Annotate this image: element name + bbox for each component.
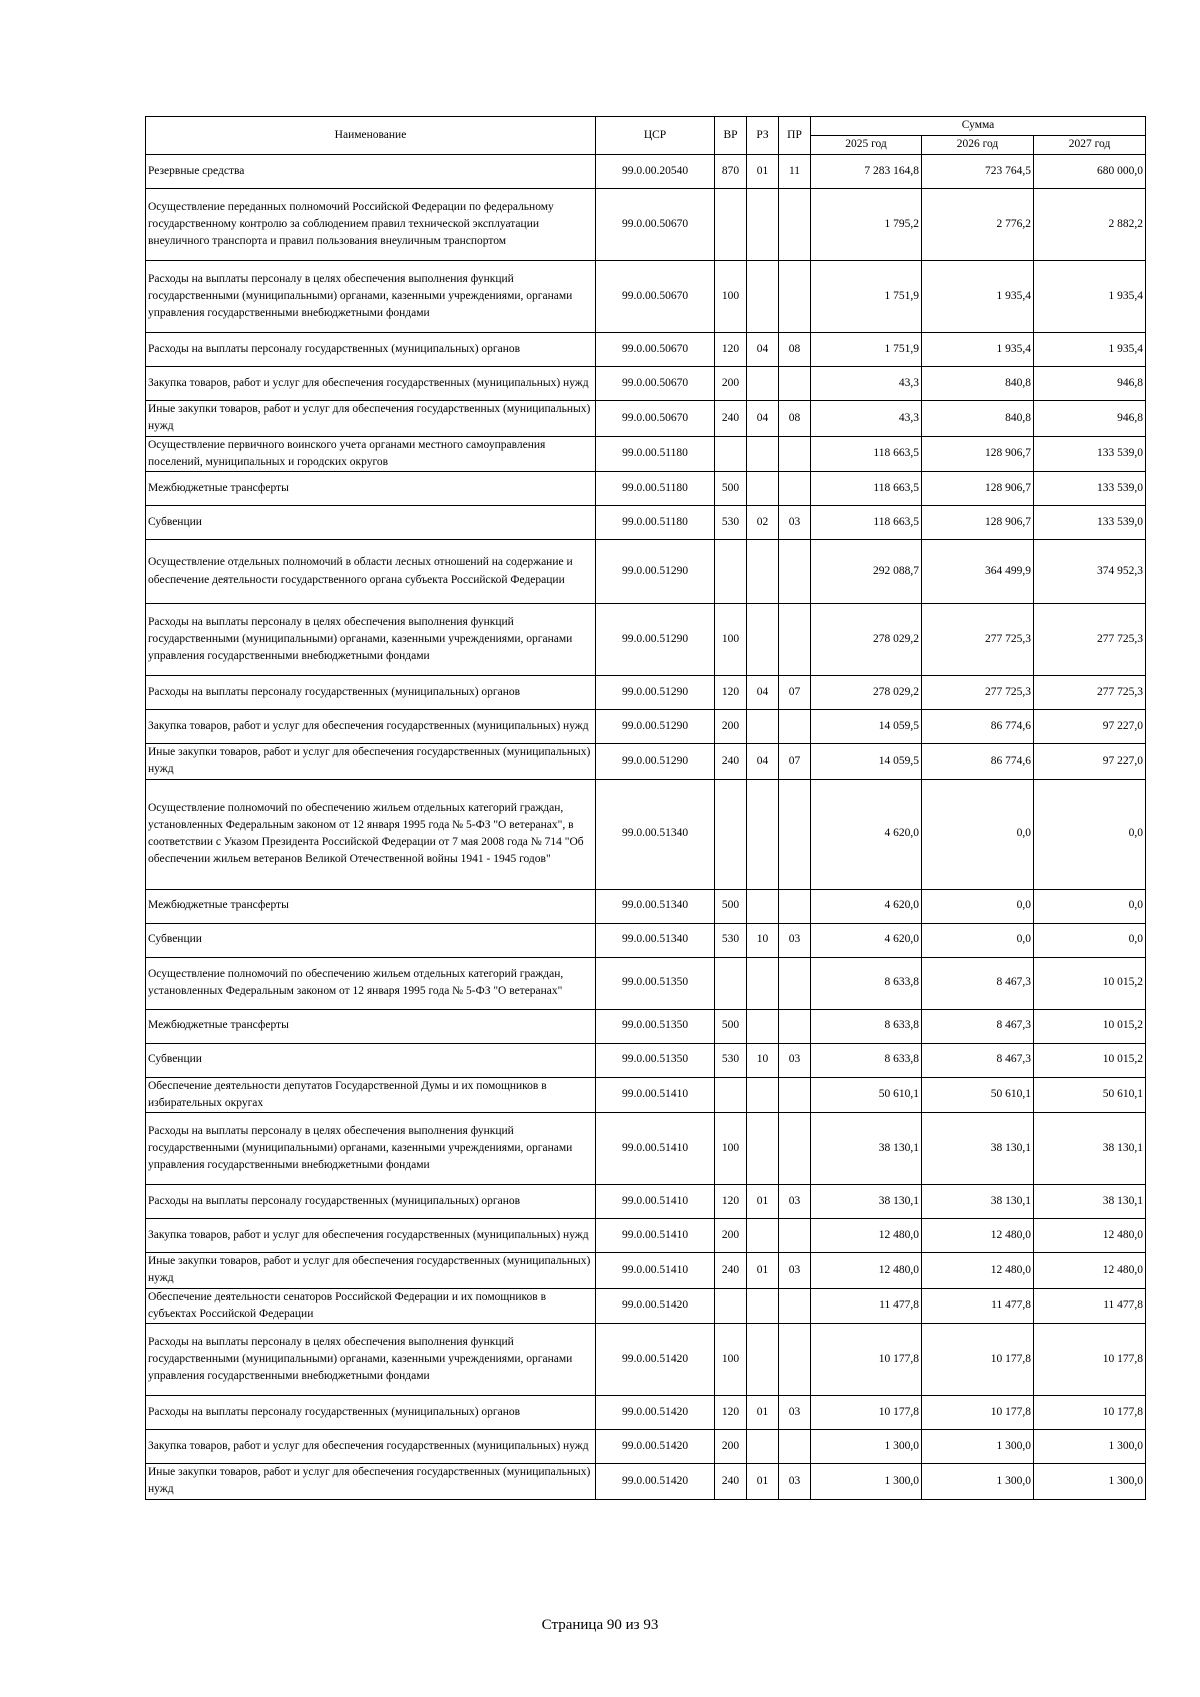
- row-rz: [747, 367, 779, 401]
- row-csr: 99.0.00.51420: [596, 1324, 715, 1396]
- row-amount-2027: 133 539,0: [1034, 506, 1146, 540]
- row-amount-2026: 364 499,9: [922, 540, 1034, 604]
- row-amount-2025: 43,3: [811, 367, 922, 401]
- table-row: [146, 436, 1146, 472]
- header-name: Наименование: [146, 117, 596, 155]
- row-name: Расходы на выплаты персоналу в целях обеспечения выполнения функций государственными (муниципальными) органами, казенными учреждениями, органами управления государственными внебюджетными фондами: [146, 604, 596, 676]
- row-vr: [715, 1077, 747, 1113]
- row-amount-2027: 10 177,8: [1034, 1396, 1146, 1430]
- header-rz: РЗ: [747, 117, 779, 155]
- row-vr: 240: [715, 1253, 747, 1289]
- row-rz: [747, 540, 779, 604]
- row-rz: [747, 1009, 779, 1043]
- row-amount-2026: 840,8: [922, 401, 1034, 437]
- row-pr: 03: [779, 1464, 811, 1500]
- table-row: [146, 676, 1146, 710]
- row-pr: 11: [779, 155, 811, 189]
- row-name: Иные закупки товаров, работ и услуг для обеспечения государственных (муниципальных) нужд: [146, 401, 596, 437]
- row-pr: 03: [779, 1396, 811, 1430]
- row-amount-2026: 8 467,3: [922, 957, 1034, 1009]
- row-name: Иные закупки товаров, работ и услуг для обеспечения государственных (муниципальных) нужд: [146, 744, 596, 780]
- table-row: [146, 1113, 1146, 1185]
- row-amount-2026: 840,8: [922, 367, 1034, 401]
- row-amount-2026: 277 725,3: [922, 604, 1034, 676]
- row-amount-2025: 4 620,0: [811, 779, 922, 889]
- row-vr: 120: [715, 1185, 747, 1219]
- row-name: Осуществление полномочий по обеспечению жильем отдельных категорий граждан, установленных Федеральным законом от 12 января 1995 года № 5-ФЗ "О ветеранах": [146, 957, 596, 1009]
- row-pr: 03: [779, 1043, 811, 1077]
- row-amount-2025: 1 751,9: [811, 333, 922, 367]
- row-amount-2027: 277 725,3: [1034, 676, 1146, 710]
- row-amount-2027: 277 725,3: [1034, 604, 1146, 676]
- row-vr: [715, 436, 747, 472]
- row-rz: 02: [747, 506, 779, 540]
- row-vr: 240: [715, 401, 747, 437]
- row-name: Резервные средства: [146, 155, 596, 189]
- table-row: [146, 1219, 1146, 1253]
- row-amount-2025: 8 633,8: [811, 957, 922, 1009]
- row-pr: [779, 779, 811, 889]
- row-amount-2027: 2 882,2: [1034, 189, 1146, 261]
- row-name: Межбюджетные трансферты: [146, 1009, 596, 1043]
- table-row: [146, 506, 1146, 540]
- row-amount-2026: 0,0: [922, 923, 1034, 957]
- row-rz: [747, 957, 779, 1009]
- row-pr: 07: [779, 676, 811, 710]
- row-amount-2027: 680 000,0: [1034, 155, 1146, 189]
- row-pr: [779, 1430, 811, 1464]
- row-amount-2026: 86 774,6: [922, 744, 1034, 780]
- row-pr: [779, 1077, 811, 1113]
- row-amount-2027: 38 130,1: [1034, 1113, 1146, 1185]
- row-vr: 500: [715, 1009, 747, 1043]
- table-row: [146, 1430, 1146, 1464]
- row-pr: [779, 604, 811, 676]
- row-vr: 500: [715, 472, 747, 506]
- row-rz: [747, 1219, 779, 1253]
- row-amount-2025: 14 059,5: [811, 744, 922, 780]
- row-amount-2027: 97 227,0: [1034, 710, 1146, 744]
- row-pr: [779, 1113, 811, 1185]
- row-amount-2026: 10 177,8: [922, 1396, 1034, 1430]
- row-amount-2025: 1 300,0: [811, 1430, 922, 1464]
- row-amount-2025: 8 633,8: [811, 1009, 922, 1043]
- row-rz: 01: [747, 1253, 779, 1289]
- row-vr: [715, 189, 747, 261]
- row-amount-2026: 2 776,2: [922, 189, 1034, 261]
- row-rz: [747, 1077, 779, 1113]
- row-vr: 500: [715, 889, 747, 923]
- row-csr: 99.0.00.51410: [596, 1219, 715, 1253]
- row-amount-2027: 38 130,1: [1034, 1185, 1146, 1219]
- row-amount-2026: 0,0: [922, 779, 1034, 889]
- row-vr: 240: [715, 1464, 747, 1500]
- row-rz: [747, 604, 779, 676]
- table-row: [146, 155, 1146, 189]
- row-amount-2026: 11 477,8: [922, 1288, 1034, 1324]
- row-amount-2025: 14 059,5: [811, 710, 922, 744]
- row-vr: 100: [715, 1324, 747, 1396]
- row-amount-2025: 1 795,2: [811, 189, 922, 261]
- table-row: [146, 889, 1146, 923]
- table-row: [146, 957, 1146, 1009]
- row-pr: [779, 472, 811, 506]
- row-amount-2027: 11 477,8: [1034, 1288, 1146, 1324]
- row-pr: [779, 1288, 811, 1324]
- table-row: [146, 540, 1146, 604]
- row-name: Субвенции: [146, 1043, 596, 1077]
- row-vr: 120: [715, 333, 747, 367]
- table-row: [146, 1324, 1146, 1396]
- row-rz: [747, 779, 779, 889]
- row-csr: 99.0.00.51290: [596, 604, 715, 676]
- row-name: Осуществление первичного воинского учета органами местного самоуправления поселений, муниципальных и городских округов: [146, 436, 596, 472]
- row-amount-2027: 97 227,0: [1034, 744, 1146, 780]
- table-row: [146, 1464, 1146, 1500]
- row-amount-2026: 128 906,7: [922, 472, 1034, 506]
- row-pr: [779, 189, 811, 261]
- row-rz: [747, 261, 779, 333]
- row-amount-2027: 946,8: [1034, 401, 1146, 437]
- row-csr: 99.0.00.51420: [596, 1464, 715, 1500]
- row-csr: 99.0.00.51420: [596, 1396, 715, 1430]
- row-amount-2026: 50 610,1: [922, 1077, 1034, 1113]
- table-row: [146, 189, 1146, 261]
- row-pr: [779, 710, 811, 744]
- row-amount-2026: 1 300,0: [922, 1430, 1034, 1464]
- row-amount-2025: 278 029,2: [811, 676, 922, 710]
- row-name: Межбюджетные трансферты: [146, 472, 596, 506]
- table-row: [146, 333, 1146, 367]
- row-rz: 01: [747, 1464, 779, 1500]
- row-rz: 04: [747, 676, 779, 710]
- row-amount-2027: 1 935,4: [1034, 333, 1146, 367]
- row-amount-2027: 946,8: [1034, 367, 1146, 401]
- row-csr: 99.0.00.51410: [596, 1077, 715, 1113]
- row-csr: 99.0.00.51410: [596, 1185, 715, 1219]
- row-amount-2025: 7 283 164,8: [811, 155, 922, 189]
- row-rz: 04: [747, 401, 779, 437]
- budget-table: [145, 116, 1146, 1500]
- row-amount-2025: 38 130,1: [811, 1113, 922, 1185]
- row-csr: 99.0.00.50670: [596, 261, 715, 333]
- row-pr: 03: [779, 506, 811, 540]
- table-row: [146, 1253, 1146, 1289]
- table-row: [146, 710, 1146, 744]
- row-vr: 530: [715, 1043, 747, 1077]
- row-vr: 530: [715, 923, 747, 957]
- row-pr: [779, 1324, 811, 1396]
- row-vr: 200: [715, 1430, 747, 1464]
- row-pr: [779, 1219, 811, 1253]
- row-amount-2027: 1 300,0: [1034, 1430, 1146, 1464]
- row-amount-2025: 4 620,0: [811, 923, 922, 957]
- row-vr: 200: [715, 710, 747, 744]
- row-name: Иные закупки товаров, работ и услуг для обеспечения государственных (муниципальных) нужд: [146, 1464, 596, 1500]
- row-rz: 10: [747, 1043, 779, 1077]
- row-name: Осуществление переданных полномочий Российской Федерации по федеральному государственному контролю за соблюдением правил технической эксплуатации внеуличного транспорта и правил пользования внеуличным транспортом: [146, 189, 596, 261]
- page-number: Страница 90 из 93: [541, 1617, 659, 1633]
- row-pr: [779, 957, 811, 1009]
- row-name: Закупка товаров, работ и услуг для обеспечения государственных (муниципальных) нужд: [146, 367, 596, 401]
- row-amount-2027: 1 935,4: [1034, 261, 1146, 333]
- table-row: [146, 1077, 1146, 1113]
- row-rz: [747, 1430, 779, 1464]
- row-amount-2027: 10 015,2: [1034, 1043, 1146, 1077]
- row-name: Субвенции: [146, 506, 596, 540]
- table-row: [146, 779, 1146, 889]
- row-rz: [747, 710, 779, 744]
- row-amount-2025: 1 300,0: [811, 1464, 922, 1500]
- table-row: [146, 261, 1146, 333]
- row-amount-2026: 8 467,3: [922, 1043, 1034, 1077]
- row-amount-2026: 128 906,7: [922, 506, 1034, 540]
- row-amount-2027: 10 015,2: [1034, 957, 1146, 1009]
- row-rz: 04: [747, 333, 779, 367]
- row-vr: 240: [715, 744, 747, 780]
- row-csr: 99.0.00.50670: [596, 189, 715, 261]
- row-amount-2027: 133 539,0: [1034, 436, 1146, 472]
- row-name: Субвенции: [146, 923, 596, 957]
- row-name: Расходы на выплаты персоналу государственных (муниципальных) органов: [146, 333, 596, 367]
- row-amount-2027: 50 610,1: [1034, 1077, 1146, 1113]
- row-rz: [747, 189, 779, 261]
- row-csr: 99.0.00.51340: [596, 779, 715, 889]
- row-name: Межбюджетные трансферты: [146, 889, 596, 923]
- row-name: Осуществление полномочий по обеспечению жильем отдельных категорий граждан, установленных Федеральным законом от 12 января 1995 года № 5-ФЗ "О ветеранах", в соответствии с Указом Президента Российской Федерации от 7 мая 2008 года № 714 "Об обеспечении жильем ветеранов Великой Отечественной войны 1941 - 1945 годов": [146, 779, 596, 889]
- table-row: [146, 1396, 1146, 1430]
- row-amount-2026: 12 480,0: [922, 1219, 1034, 1253]
- row-amount-2025: 38 130,1: [811, 1185, 922, 1219]
- row-amount-2025: 10 177,8: [811, 1396, 922, 1430]
- row-csr: 99.0.00.51180: [596, 506, 715, 540]
- row-pr: 03: [779, 923, 811, 957]
- row-rz: [747, 1288, 779, 1324]
- row-pr: [779, 540, 811, 604]
- row-rz: 10: [747, 923, 779, 957]
- row-csr: 99.0.00.51350: [596, 957, 715, 1009]
- row-csr: 99.0.00.51340: [596, 923, 715, 957]
- row-amount-2027: 374 952,3: [1034, 540, 1146, 604]
- table-row: [146, 744, 1146, 780]
- row-vr: 100: [715, 261, 747, 333]
- row-vr: 120: [715, 1396, 747, 1430]
- row-csr: 99.0.00.51350: [596, 1043, 715, 1077]
- row-rz: 01: [747, 1396, 779, 1430]
- row-amount-2025: 50 610,1: [811, 1077, 922, 1113]
- header-year-2026: 2026 год: [922, 136, 1034, 155]
- row-amount-2025: 10 177,8: [811, 1324, 922, 1396]
- header-sum: Сумма: [811, 117, 1146, 136]
- row-amount-2025: 11 477,8: [811, 1288, 922, 1324]
- row-rz: [747, 889, 779, 923]
- header-pr: ПР: [779, 117, 811, 155]
- row-csr: 99.0.00.51410: [596, 1253, 715, 1289]
- table-row: [146, 472, 1146, 506]
- row-vr: [715, 540, 747, 604]
- row-amount-2027: 10 177,8: [1034, 1324, 1146, 1396]
- row-amount-2027: 10 015,2: [1034, 1009, 1146, 1043]
- row-csr: 99.0.00.51340: [596, 889, 715, 923]
- row-vr: 200: [715, 1219, 747, 1253]
- row-amount-2025: 292 088,7: [811, 540, 922, 604]
- table-row: [146, 1043, 1146, 1077]
- header-csr: ЦСР: [596, 117, 715, 155]
- row-csr: 99.0.00.51290: [596, 540, 715, 604]
- row-amount-2027: 0,0: [1034, 889, 1146, 923]
- row-amount-2026: 38 130,1: [922, 1185, 1034, 1219]
- row-amount-2026: 128 906,7: [922, 436, 1034, 472]
- row-rz: [747, 1113, 779, 1185]
- row-name: Закупка товаров, работ и услуг для обеспечения государственных (муниципальных) нужд: [146, 1430, 596, 1464]
- row-rz: [747, 472, 779, 506]
- row-amount-2027: 0,0: [1034, 923, 1146, 957]
- row-pr: [779, 261, 811, 333]
- table-row: [146, 367, 1146, 401]
- row-csr: 99.0.00.50670: [596, 401, 715, 437]
- row-vr: [715, 779, 747, 889]
- row-pr: [779, 1009, 811, 1043]
- row-csr: 99.0.00.51290: [596, 710, 715, 744]
- row-amount-2025: 118 663,5: [811, 506, 922, 540]
- row-name: Закупка товаров, работ и услуг для обеспечения государственных (муниципальных) нужд: [146, 710, 596, 744]
- row-amount-2025: 278 029,2: [811, 604, 922, 676]
- row-vr: 120: [715, 676, 747, 710]
- row-rz: 01: [747, 1185, 779, 1219]
- row-amount-2025: 118 663,5: [811, 472, 922, 506]
- row-csr: 99.0.00.51410: [596, 1113, 715, 1185]
- row-name: Обеспечение деятельности депутатов Государственной Думы и их помощников в избирательных округах: [146, 1077, 596, 1113]
- row-rz: 04: [747, 744, 779, 780]
- row-csr: 99.0.00.51350: [596, 1009, 715, 1043]
- row-amount-2026: 1 935,4: [922, 333, 1034, 367]
- row-name: Расходы на выплаты персоналу в целях обеспечения выполнения функций государственными (муниципальными) органами, казенными учреждениями, органами управления государственными внебюджетными фондами: [146, 1324, 596, 1396]
- header-year-2027: 2027 год: [1034, 136, 1146, 155]
- header-year-2025: 2025 год: [811, 136, 922, 155]
- table-row: [146, 1009, 1146, 1043]
- row-amount-2025: 1 751,9: [811, 261, 922, 333]
- row-csr: 99.0.00.50670: [596, 367, 715, 401]
- row-amount-2026: 1 935,4: [922, 261, 1034, 333]
- row-amount-2026: 723 764,5: [922, 155, 1034, 189]
- row-pr: 08: [779, 401, 811, 437]
- row-rz: [747, 1324, 779, 1396]
- row-amount-2025: 43,3: [811, 401, 922, 437]
- row-name: Осуществление отдельных полномочий в области лесных отношений на содержание и обеспечение деятельности государственного органа субъекта Российской Федерации: [146, 540, 596, 604]
- header-vr: ВР: [715, 117, 747, 155]
- row-amount-2025: 118 663,5: [811, 436, 922, 472]
- row-rz: [747, 436, 779, 472]
- row-amount-2027: 0,0: [1034, 779, 1146, 889]
- row-csr: 99.0.00.51290: [596, 676, 715, 710]
- row-vr: [715, 957, 747, 1009]
- row-name: Расходы на выплаты персоналу государственных (муниципальных) органов: [146, 676, 596, 710]
- row-amount-2026: 277 725,3: [922, 676, 1034, 710]
- row-name: Расходы на выплаты персоналу в целях обеспечения выполнения функций государственными (муниципальными) органами, казенными учреждениями, органами управления государственными внебюджетными фондами: [146, 1113, 596, 1185]
- row-pr: [779, 367, 811, 401]
- row-name: Иные закупки товаров, работ и услуг для обеспечения государственных (муниципальных) нужд: [146, 1253, 596, 1289]
- row-vr: 870: [715, 155, 747, 189]
- table-row: [146, 604, 1146, 676]
- row-amount-2026: 0,0: [922, 889, 1034, 923]
- row-amount-2026: 8 467,3: [922, 1009, 1034, 1043]
- row-csr: 99.0.00.20540: [596, 155, 715, 189]
- row-amount-2026: 1 300,0: [922, 1464, 1034, 1500]
- row-amount-2026: 10 177,8: [922, 1324, 1034, 1396]
- row-csr: 99.0.00.51180: [596, 436, 715, 472]
- row-csr: 99.0.00.51180: [596, 472, 715, 506]
- row-amount-2027: 12 480,0: [1034, 1219, 1146, 1253]
- row-amount-2026: 86 774,6: [922, 710, 1034, 744]
- row-pr: 08: [779, 333, 811, 367]
- row-csr: 99.0.00.50670: [596, 333, 715, 367]
- row-rz: 01: [747, 155, 779, 189]
- row-name: Расходы на выплаты персоналу государственных (муниципальных) органов: [146, 1396, 596, 1430]
- row-name: Обеспечение деятельности сенаторов Российской Федерации и их помощников в субъектах Российской Федерации: [146, 1288, 596, 1324]
- table-row: [146, 923, 1146, 957]
- row-amount-2026: 38 130,1: [922, 1113, 1034, 1185]
- table-row: [146, 1288, 1146, 1324]
- row-amount-2027: 133 539,0: [1034, 472, 1146, 506]
- row-amount-2027: 12 480,0: [1034, 1253, 1146, 1289]
- row-name: Расходы на выплаты персоналу в целях обеспечения выполнения функций государственными (муниципальными) органами, казенными учреждениями, органами управления государственными внебюджетными фондами: [146, 261, 596, 333]
- table-row: [146, 401, 1146, 437]
- table-row: [146, 1185, 1146, 1219]
- row-name: Расходы на выплаты персоналу государственных (муниципальных) органов: [146, 1185, 596, 1219]
- row-vr: 530: [715, 506, 747, 540]
- row-amount-2025: 4 620,0: [811, 889, 922, 923]
- row-vr: 100: [715, 1113, 747, 1185]
- row-pr: 07: [779, 744, 811, 780]
- row-pr: 03: [779, 1253, 811, 1289]
- row-vr: [715, 1288, 747, 1324]
- table-body: [146, 155, 1146, 1500]
- row-vr: 100: [715, 604, 747, 676]
- row-csr: 99.0.00.51290: [596, 744, 715, 780]
- row-amount-2025: 12 480,0: [811, 1219, 922, 1253]
- row-vr: 200: [715, 367, 747, 401]
- row-csr: 99.0.00.51420: [596, 1288, 715, 1324]
- row-name: Закупка товаров, работ и услуг для обеспечения государственных (муниципальных) нужд: [146, 1219, 596, 1253]
- row-pr: [779, 436, 811, 472]
- row-csr: 99.0.00.51420: [596, 1430, 715, 1464]
- row-amount-2025: 12 480,0: [811, 1253, 922, 1289]
- row-pr: 03: [779, 1185, 811, 1219]
- row-amount-2027: 1 300,0: [1034, 1464, 1146, 1500]
- budget-table-sheet: [145, 116, 1145, 1500]
- row-amount-2025: 8 633,8: [811, 1043, 922, 1077]
- row-amount-2026: 12 480,0: [922, 1253, 1034, 1289]
- row-pr: [779, 889, 811, 923]
